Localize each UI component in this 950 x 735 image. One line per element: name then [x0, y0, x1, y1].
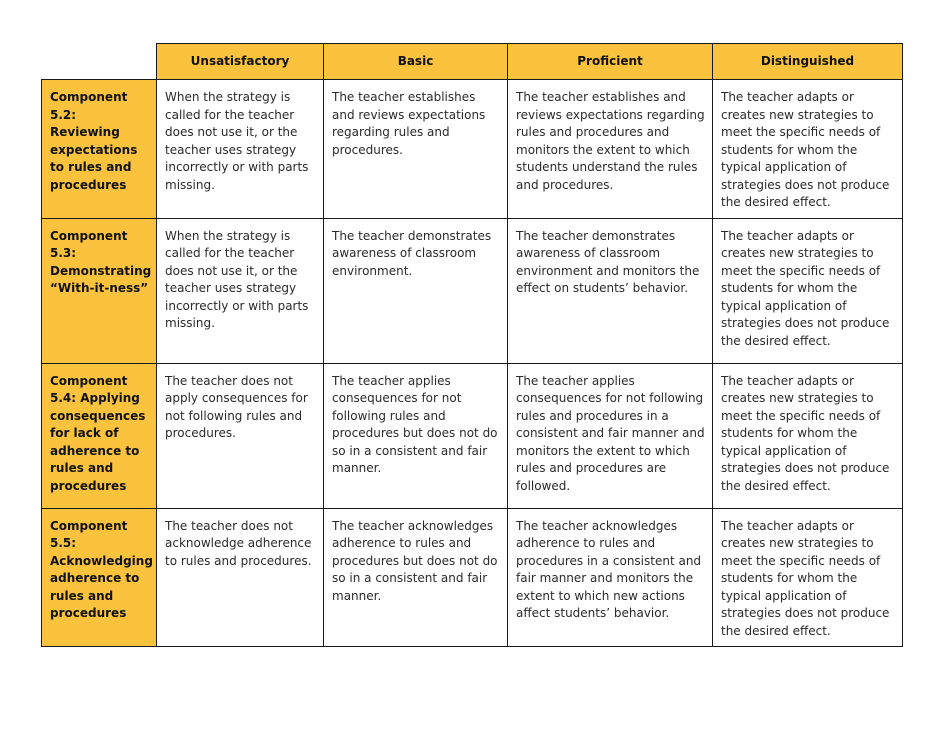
header-basic: Basic: [324, 44, 508, 80]
cell-basic: The teacher acknowledges adherence to rules and procedures but does not do so in a consistent and fair manner.: [324, 508, 508, 647]
header-row: [42, 44, 903, 80]
table-row: [42, 218, 903, 363]
row-label-component-5-3: Component 5.3: Demonstrating “With-it-ness”: [42, 218, 157, 363]
rubric-table: [41, 43, 903, 647]
cell-basic: The teacher establishes and reviews expectations regarding rules and procedures.: [324, 80, 508, 219]
table-row: [42, 80, 903, 219]
cell-distinguished: The teacher adapts or creates new strategies to meet the specific needs of students for whom the typical application of strategies does not produce the desired effect.: [713, 363, 903, 508]
cell-unsatisfactory: The teacher does not apply consequences for not following rules and procedures.: [157, 363, 324, 508]
cell-unsatisfactory: When the strategy is called for the teacher does not use it, or the teacher uses strategy incorrectly or with parts missing.: [157, 80, 324, 219]
row-label-component-5-2: Component 5.2: Reviewing expectations to rules and procedures: [42, 80, 157, 219]
row-label-component-5-4: Component 5.4: Applying consequences for lack of adherence to rules and procedures: [42, 363, 157, 508]
cell-proficient: The teacher establishes and reviews expectations regarding rules and procedures and monitors the extent to which students understand the rules and procedures.: [508, 80, 713, 219]
cell-unsatisfactory: The teacher does not acknowledge adherence to rules and procedures.: [157, 508, 324, 647]
cell-proficient: The teacher acknowledges adherence to rules and procedures in a consistent and fair manner and monitors the extent to which new actions affect students’ behavior.: [508, 508, 713, 647]
cell-distinguished: The teacher adapts or creates new strategies to meet the specific needs of students for whom the typical application of strategies does not produce the desired effect.: [713, 508, 903, 647]
cell-distinguished: The teacher adapts or creates new strategies to meet the specific needs of students for whom the typical application of strategies does not produce the desired effect.: [713, 80, 903, 219]
cell-basic: The teacher applies consequences for not following rules and procedures but does not do so in a consistent and fair manner.: [324, 363, 508, 508]
cell-unsatisfactory: When the strategy is called for the teacher does not use it, or the teacher uses strategy incorrectly or with parts missing.: [157, 218, 324, 363]
cell-distinguished: The teacher adapts or creates new strategies to meet the specific needs of students for whom the typical application of strategies does not produce the desired effect.: [713, 218, 903, 363]
row-label-component-5-5: Component 5.5: Acknowledging adherence to rules and procedures: [42, 508, 157, 647]
cell-proficient: The teacher applies consequences for not following rules and procedures in a consistent and fair manner and monitors the extent to which rules and procedures are followed.: [508, 363, 713, 508]
cell-proficient: The teacher demonstrates awareness of classroom environment and monitors the effect on students’ behavior.: [508, 218, 713, 363]
table-row: [42, 363, 903, 508]
header-proficient: Proficient: [508, 44, 713, 80]
table-row: [42, 508, 903, 647]
cell-basic: The teacher demonstrates awareness of classroom environment.: [324, 218, 508, 363]
header-distinguished: Distinguished: [713, 44, 903, 80]
header-unsatisfactory: Unsatisfactory: [157, 44, 324, 80]
header-corner: [42, 44, 157, 80]
